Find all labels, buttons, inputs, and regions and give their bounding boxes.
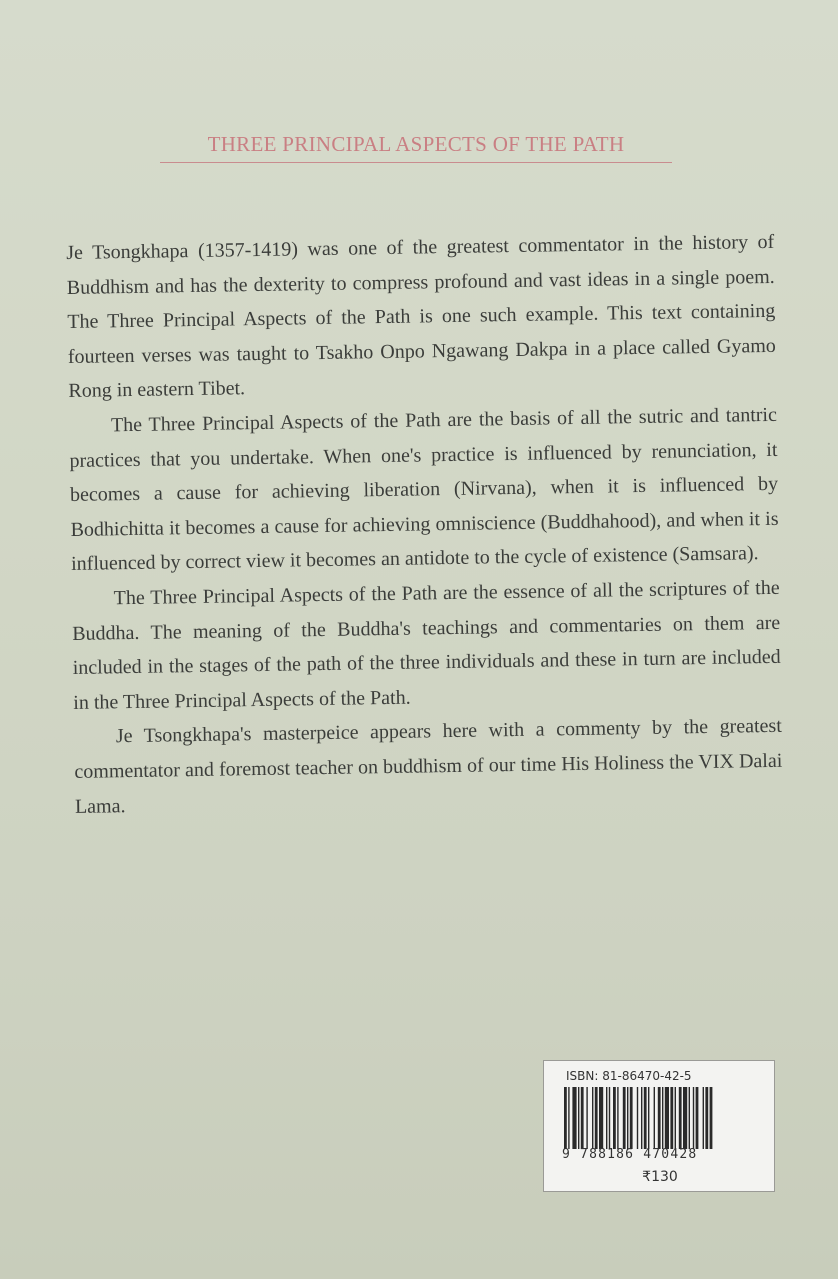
isbn-label: ISBN: 81-86470-42-5 — [566, 1069, 692, 1083]
barcode-bar — [679, 1087, 682, 1149]
barcode-bar — [665, 1087, 669, 1149]
barcode-bar — [654, 1087, 655, 1149]
barcode-bar — [592, 1087, 593, 1149]
barcode-bar — [670, 1087, 673, 1149]
barcode-bar — [641, 1087, 642, 1149]
barcode-bar — [599, 1087, 603, 1149]
blurb-paragraph-1: Je Tsongkhapa (1357-1419) was one of the greatest commentator in the history of Buddhism and has the dexterity to compress profound and vast ideas in a single poem. The Three Principal Aspects of the Path is one such example. This text containing fourteen verses was taught to Tsakho Onpo Ngawang Dakpa in a place called Gyamo Rong in eastern Tibet. — [66, 230, 776, 403]
barcode-bar — [609, 1087, 610, 1149]
barcode-bar — [705, 1087, 708, 1149]
barcode-bar — [710, 1087, 713, 1149]
barcode-icon — [564, 1087, 756, 1149]
cover-title: THREE PRINCIPAL ASPECTS OF THE PATH — [207, 132, 625, 156]
barcode-bar — [675, 1087, 676, 1149]
barcode-bar — [648, 1087, 649, 1149]
barcode-bar — [693, 1087, 694, 1149]
blurb-paragraph-4: Je Tsongkhapa's masterpeice appears here with a commenty by the greatest commentator and foremost teacher on buddhism of our time His Holiness the VIX Dalai Lama. — [74, 715, 783, 818]
cover-title-block — [160, 128, 672, 168]
barcode-bar — [662, 1087, 663, 1149]
title-underline — [160, 162, 672, 163]
barcode-bar — [578, 1087, 579, 1149]
barcode-bar — [581, 1087, 584, 1149]
barcode-bar — [696, 1087, 699, 1149]
barcode-bar — [564, 1087, 567, 1149]
barcode-bar — [658, 1087, 661, 1149]
barcode-bar — [644, 1087, 647, 1149]
barcode-bar — [683, 1087, 687, 1149]
price-label: ₹130 — [642, 1169, 678, 1185]
barcode-bar — [627, 1087, 628, 1149]
barcode-bar — [572, 1087, 576, 1149]
barcode-bar — [568, 1087, 569, 1149]
barcode-bar — [623, 1087, 626, 1149]
barcode-bar — [637, 1087, 638, 1149]
barcode-bar — [630, 1087, 633, 1149]
barcode-bar — [595, 1087, 598, 1149]
blurb-paragraph-2: The Three Principal Aspects of the Path are the basis of all the sutric and tantric practices that you undertake. When one's practice is influenced by renunciation, it becomes a cause for achieving liberation (Nirvana), when it is influenced by Bodhichitta it becomes a cause for achieving omniscience (Buddhahood), and when it is influenced by correct view it becomes an antidote to the cycle of existence (Samsara). — [69, 403, 779, 576]
barcode-bar — [606, 1087, 607, 1149]
barcode-bar — [613, 1087, 616, 1149]
barcode-bar — [586, 1087, 587, 1149]
barcode-bar — [689, 1087, 690, 1149]
barcode-bar — [703, 1087, 704, 1149]
barcode-bar — [617, 1087, 618, 1149]
barcode-digits: 9 788186 470428 — [562, 1147, 698, 1162]
barcode-sticker — [543, 1060, 775, 1192]
blurb-paragraph-3: The Three Principal Aspects of the Path are the essence of all the scriptures of the Buddha. The meaning of the Buddha's teachings and commentaries on them are included in the stages of the path of the three individuals and these in turn are included in the Three Principal Aspects of the Path. — [72, 576, 781, 714]
blurb-text — [66, 225, 783, 824]
